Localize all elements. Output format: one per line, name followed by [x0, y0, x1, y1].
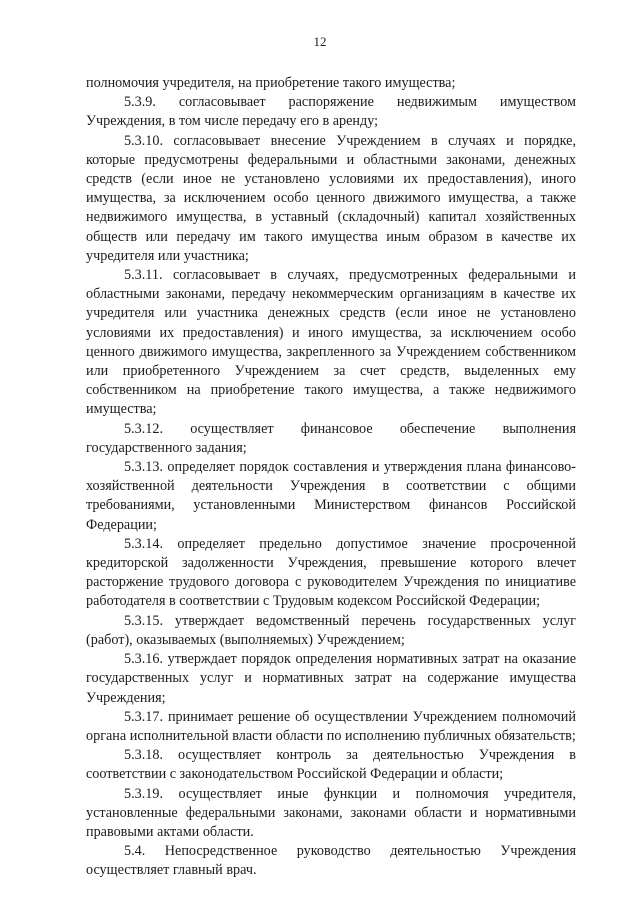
- paragraph-5-3-14: 5.3.14. определяет предельно допустимое значение просроченной кредиторской задолженности Учреждения, превышение которого влечет расторжение трудового договора с руководителем Учреждения по инициативе работодателя в соответствии с Трудовым кодексом Российской Федерации;: [86, 535, 576, 610]
- paragraph-5-3-19: 5.3.19. осуществляет иные функции и полномочия учредителя, установленные федеральными законами, законами области и нормативными правовыми актами области.: [86, 785, 576, 840]
- paragraph-5-3-11: 5.3.11. согласовывает в случаях, предусмотренных федеральными и областными законами, передачу некоммерческим организациям в качестве их учредителя или участника денежных средств (если иное не установлено условиями их предоставления) и иного имущества, за исключением особо ценного движимого имущества, закрепленного за Учреждением собственником или приобретенного Учреждением за счет средств, выделенных ему собственником на приобретение такого имущества, а также недвижимого имущества;: [86, 267, 576, 418]
- document-body: [86, 74, 576, 881]
- paragraph-5-3-17: 5.3.17. принимает решение об осуществлении Учреждением полномочий органа исполнительной власти области по исполнению публичных обязательств;: [86, 708, 576, 744]
- paragraph-5-3-13: 5.3.13. определяет порядок составления и утверждения плана финансово-хозяйственной деятельности Учреждения в соответствии с общими требованиями, установленными Министерством финансов Российской Федерации;: [86, 459, 576, 533]
- paragraph-5-3-12: 5.3.12. осуществляет финансовое обеспечение выполнения государственного задания;: [86, 420, 576, 456]
- paragraph-5-3-15: 5.3.15. утверждает ведомственный перечень государственных услуг (работ), оказываемых (выполняемых) Учреждением;: [86, 612, 576, 648]
- paragraph-5-3-18: 5.3.18. осуществляет контроль за деятельностью Учреждения в соответствии с законодательством Российской Федерации и области;: [86, 747, 576, 783]
- paragraph-5-4: 5.4. Непосредственное руководство деятельностью Учреждения осуществляет главный врач.: [86, 843, 576, 879]
- paragraph-continuation: полномочия учредителя, на приобретение такого имущества;: [86, 75, 456, 91]
- paragraph-5-3-16: 5.3.16. утверждает порядок определения нормативных затрат на оказание государственных услуг и нормативных затрат на содержание имущества Учреждения;: [86, 651, 576, 706]
- page-number: 12: [313, 34, 327, 49]
- paragraph-5-3-10: 5.3.10. согласовывает внесение Учреждением в случаях и порядке, которые предусмотрены федеральными и областными законами, денежных средств (если иное не установлено условиями их предоставления), иного имущества, за исключением особо ценного движимого имущества, а также недвижимого имущества, в уставный (складочный) капитал хозяйственных обществ или передачу им такого имущества иным образом в качестве их учредителя или участника;: [86, 132, 576, 264]
- paragraph-5-3-9: 5.3.9. согласовывает распоряжение недвижимым имуществом Учреждения, в том числе передачу его в аренду;: [86, 94, 576, 130]
